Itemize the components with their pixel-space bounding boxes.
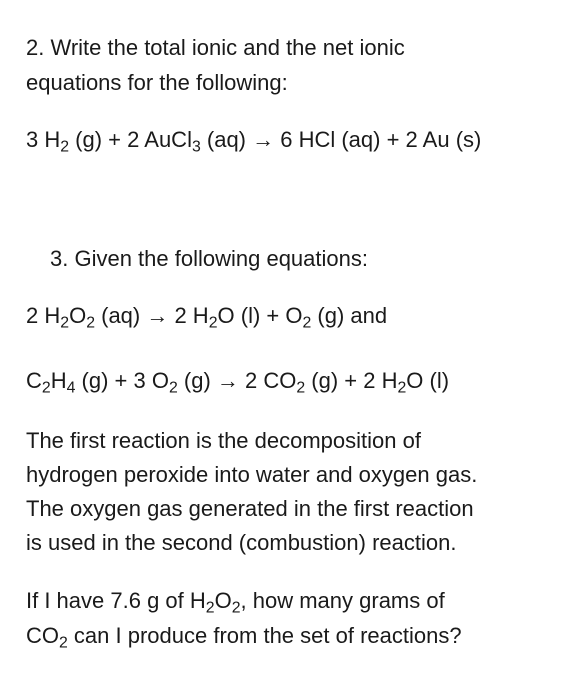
subscript: 2	[296, 379, 306, 397]
q2-line-2: equations for the following:	[26, 70, 288, 95]
subscript: 2	[86, 314, 95, 332]
q3-question-line-1: If I have 7.6 g of $H_2O_2$, how many grams of	[26, 588, 445, 617]
q2-equation: 3 $H_2$ (g) + 2 AuCl$_3$ (aq) → 6 HCl (aq) + 2 Au (s)	[26, 127, 482, 156]
subscript: 4	[66, 379, 76, 397]
subscript: 3	[191, 138, 201, 156]
q3-equation-1: 2 $H_2O_2$ (aq) → 2 $H_2O$ $(l) + O_2$ (g) and	[26, 303, 388, 332]
q2-line-1: 2. Write the total ionic and the net ionic	[26, 35, 405, 60]
subscript: 2	[60, 314, 70, 332]
subscript: 2	[168, 379, 178, 397]
q3-paragraph-line: The oxygen gas generated in the first reaction	[26, 496, 474, 521]
subscript: 2	[208, 314, 218, 332]
subscript: 2	[397, 379, 407, 397]
subscript: 2	[41, 379, 51, 397]
q3-paragraph-line: hydrogen peroxide into water and oxygen gas.	[26, 462, 478, 487]
subscript: 2	[302, 314, 312, 332]
q3-question-line-2: $CO_2$ can I produce from the set of reactions?	[26, 623, 462, 652]
subscript: 2	[59, 634, 68, 652]
subscript: 2	[205, 599, 215, 617]
q3-equation-2: $C_2H_4$ (g) + 3 $O_2$ (g) → 2 $CO_2$ (g) + 2 $H_2O$ (l)	[26, 368, 450, 397]
subscript: 2	[231, 599, 241, 617]
subscript: 2	[60, 138, 70, 156]
q3-heading: 3. Given the following equations:	[50, 246, 368, 271]
q3-paragraph-line: is used in the second (combustion) reaction.	[26, 530, 457, 555]
q3-paragraph-line: The first reaction is the decomposition of	[26, 428, 421, 453]
